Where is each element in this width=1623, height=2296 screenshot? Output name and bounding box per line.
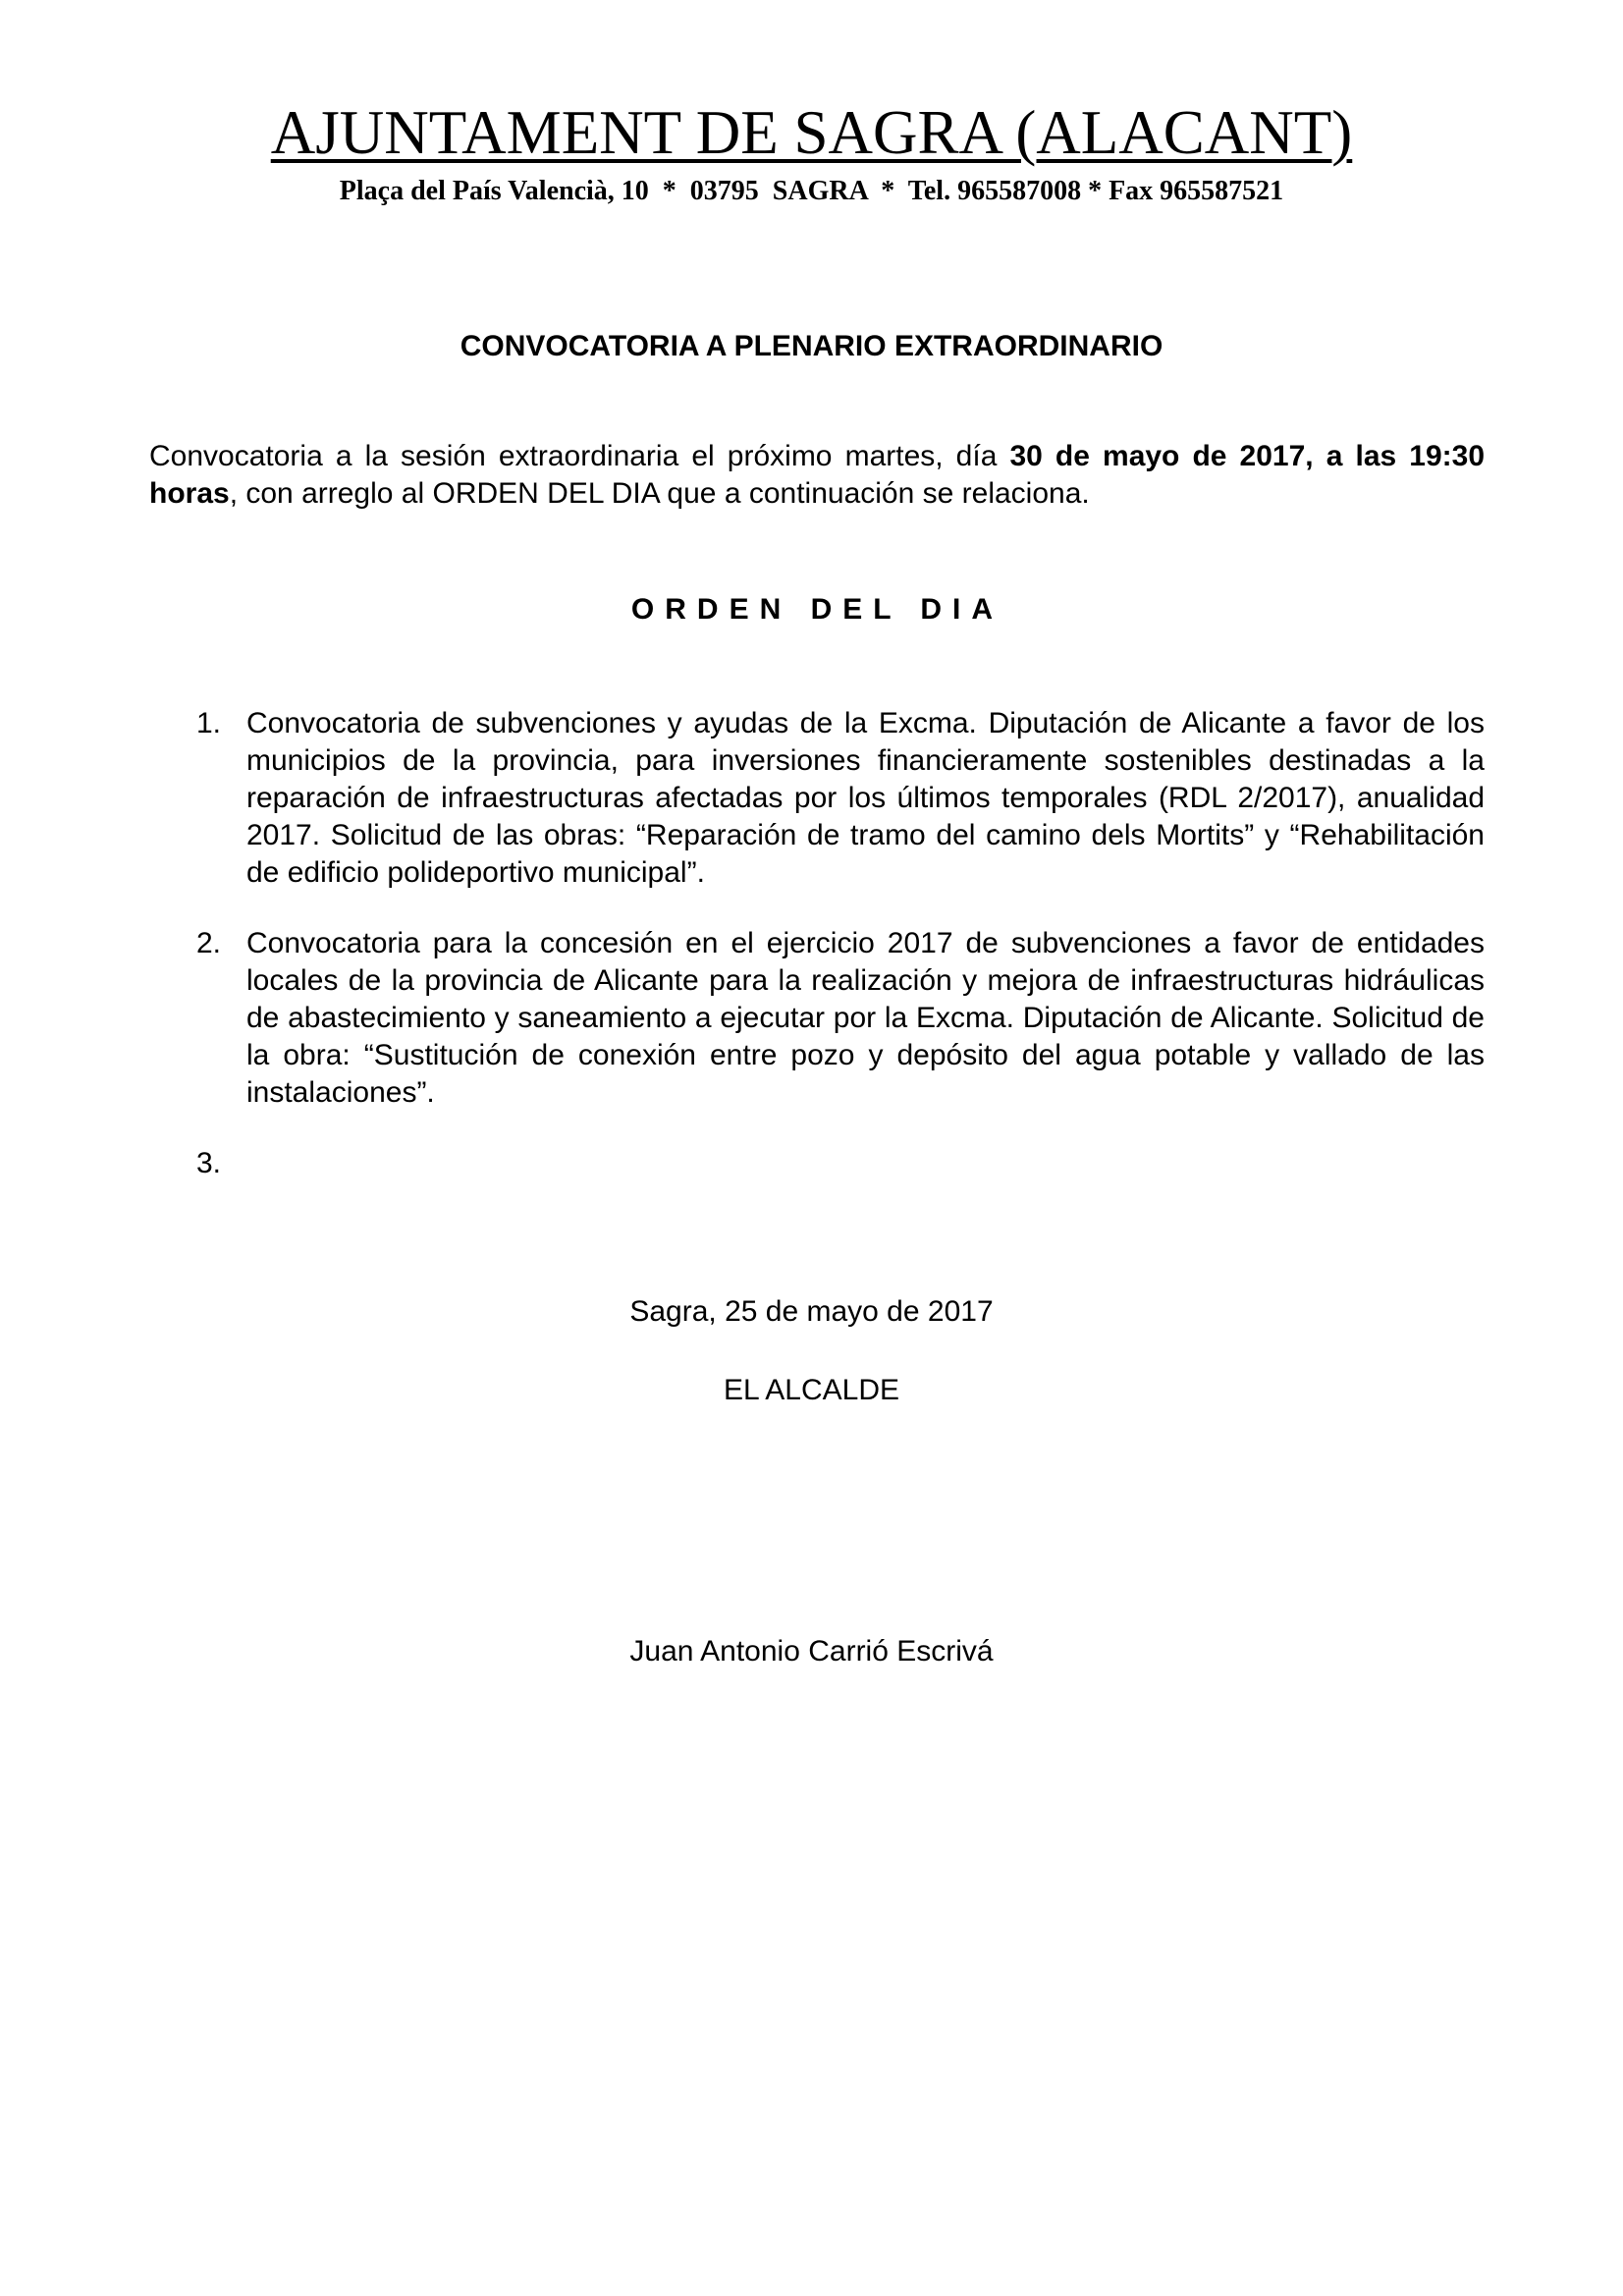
agenda-item-text: Convocatoria de subvenciones y ayudas de la Excma. Diputación de Alicante a favor de los municipios de la provincia, para inversiones financieramente sostenibles destinadas a la reparación de infraestructuras afectadas por los últimos temporales (RDL 2/2017), anualidad 2017. Solicitud de las obras: “Reparación de tramo del camino dels Mortits” y “Rehabilitación de edificio polideportivo municipal”. [246,707,1485,889]
agenda-list [196,705,1485,1216]
signer-name: Juan Antonio Carrió Escrivá [629,1635,994,1667]
agenda-item-number: 1. [196,707,222,739]
place-date: Sagra, 25 de mayo de 2017 [629,1295,994,1328]
agenda-item-text [246,1145,1485,1182]
agenda-item-text: Convocatoria para la concesión en el ejercicio 2017 de subvenciones a favor de entidades locales de la provincia de Alicante para la realización y mejora de infraestructuras hidráulicas de abastecimiento y saneamiento a ejecutar por la Excma. Diputación de Alicante. Solicitud de la obra: “Sustitución de conexión entre pozo y depósito del agua potable y vallado de las instalaciones”. [246,927,1485,1109]
intro-text-end: , con arreglo al ORDEN DEL DIA que a continuación se relaciona. [229,477,1090,510]
agenda-heading: ORDEN DEL DIA [630,593,1004,626]
agenda-item-1 [196,705,1485,892]
organization-title: AJUNTAMENT DE SAGRA (ALACANT) [270,98,1353,167]
intro-date-time: 30 de mayo de 2017, a las 19:30 horas [149,440,1485,510]
agenda-item-number: 2. [196,927,222,959]
intro-paragraph [149,438,1485,513]
agenda-item-number: 3. [196,1147,222,1179]
intro-text-start: Convocatoria a la sesión extraordinaria el próximo martes, día [149,440,1010,472]
document-title: CONVOCATORIA A PLENARIO EXTRAORDINARIO [460,330,1163,362]
signer-title: EL ALCALDE [724,1374,899,1406]
agenda-item-3 [196,1145,1485,1182]
agenda-item-2 [196,925,1485,1112]
organization-address: Plaça del País Valencià, 10 * 03795 SAGRA * Tel. 965587008 * Fax 965587521 [339,176,1284,206]
